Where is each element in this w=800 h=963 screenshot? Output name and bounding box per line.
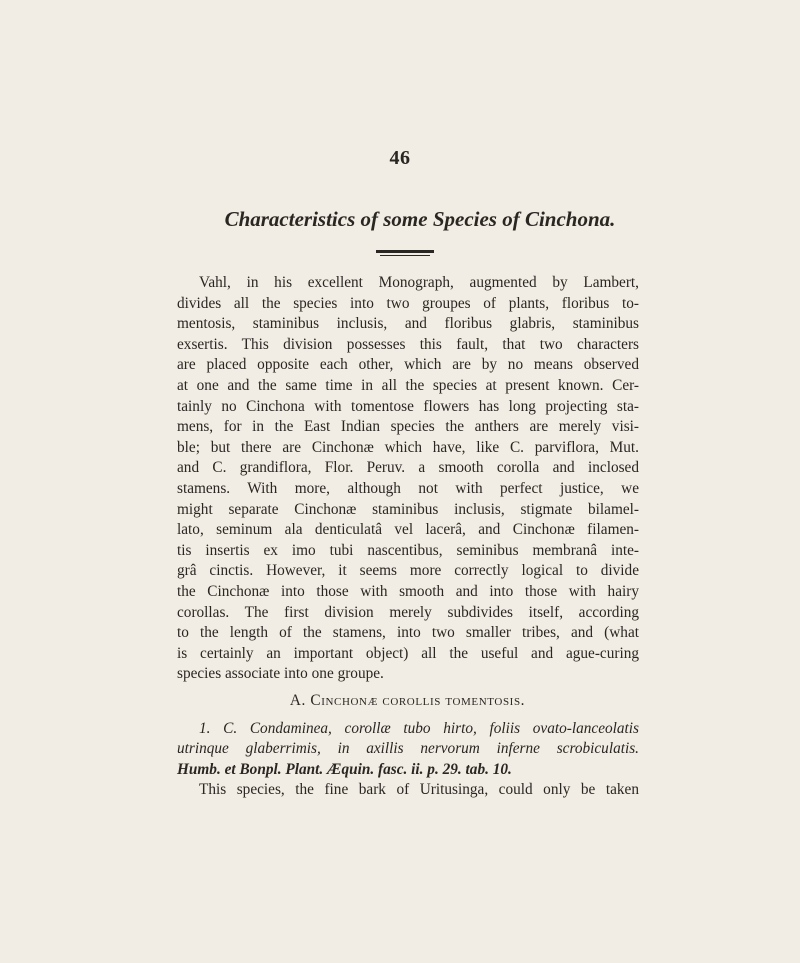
text-line: mentosis, staminibus inclusis, and floribus glabris, staminibus: [177, 315, 639, 333]
text-line: This species, the fine bark of Uritusinga, could only be taken: [199, 781, 639, 799]
heading-rule-thin: [380, 255, 430, 256]
text-line: stamens. With more, although not with perfect justice, we: [177, 479, 639, 497]
species-reference-line: Humb. et Bonpl. Plant. Æquin. fasc. ii. p. 29. tab. 10.: [177, 760, 512, 778]
text-line: are placed opposite each other, which are by no means observed: [177, 356, 639, 374]
text-line: at one and the same time in all the species at present known. Cer-: [177, 376, 639, 394]
species-entry: [177, 719, 639, 801]
text-line: the Cinchonæ into those with smooth and into those with hairy: [177, 582, 639, 600]
text-line: tis insertis ex imo tubi nascentibus, seminibus membranâ inte-: [177, 541, 639, 559]
text-line: is certainly an important object) all the useful and ague-curing: [177, 644, 639, 662]
text-line: divides all the species into two groupes of plants, floribus to-: [177, 294, 639, 312]
text-line: tainly no Cinchona with tomentose flowers has long projecting sta-: [177, 397, 639, 415]
text-line: grâ cinctis. However, it seems more correctly logical to divide: [177, 562, 639, 580]
text-line: might separate Cinchonæ staminibus inclusis, stigmate bilamel-: [177, 500, 639, 518]
text-line: ble; but there are Cinchonæ which have, like C. parviflora, Mut.: [177, 438, 639, 456]
heading-rule: [376, 250, 434, 253]
text-line: and C. grandiflora, Flor. Peruv. a smooth corolla and inclosed: [177, 459, 639, 477]
text-line: Vahl, in his excellent Monograph, augmented by Lambert,: [199, 274, 639, 291]
species-diagnosis-line: utrinque glaberrimis, in axillis nervorum inferne scrobiculatis.: [177, 740, 639, 758]
page-heading: Characteristics of some Species of Cinchona.: [224, 207, 616, 231]
text-line: to the length of the stamens, into two smaller tribes, and (what: [177, 624, 639, 642]
text-line: mens, for in the East Indian species the anthers are merely visi-: [177, 418, 639, 436]
text-line: lato, seminum ala denticulatâ vel lacerâ, and Cinchonæ filamen-: [177, 521, 639, 539]
intro-paragraph: [177, 273, 639, 685]
text-line: exsertis. This division possesses this fault, that two characters: [177, 335, 639, 353]
section-heading: A. Cinchonæ corollis tomentosis.: [289, 692, 526, 709]
text-line: corollas. The first division merely subdivides itself, according: [177, 603, 639, 621]
text-line: species associate into one groupe.: [177, 665, 384, 683]
species-diagnosis-line: 1. C. Condaminea, corollæ tubo hirto, foliis ovato-lanceolatis: [199, 720, 639, 737]
page-number: 46: [389, 147, 411, 169]
